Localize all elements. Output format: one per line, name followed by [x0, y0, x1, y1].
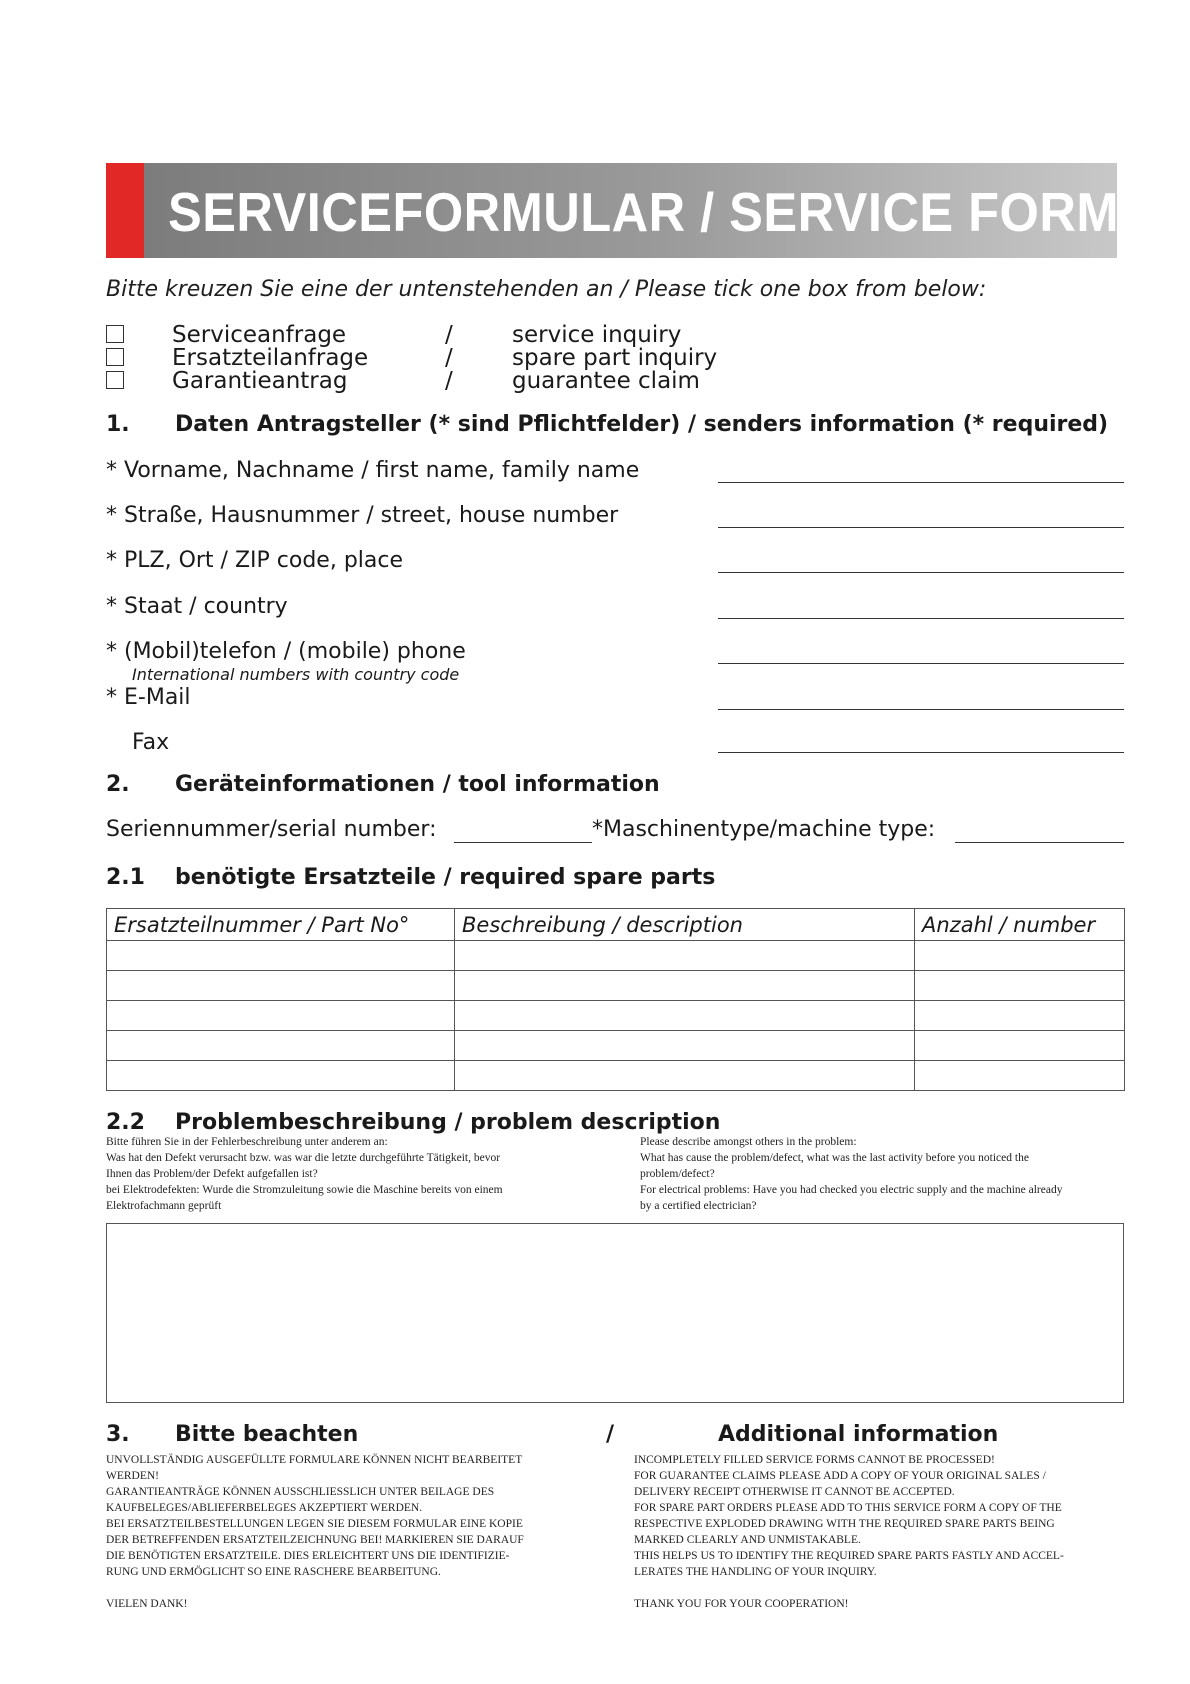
table-row — [107, 1061, 1125, 1091]
column-header: Anzahl / number — [915, 909, 1125, 941]
option-label-en: service inquiry — [512, 322, 682, 348]
part-number-cell[interactable] — [107, 1001, 455, 1031]
section-title-separator: / — [606, 1422, 615, 1447]
description-cell[interactable] — [455, 1001, 915, 1031]
note-line: BEI ERSATZTEILBESTELLUNGEN LEGEN SIE DIESEM FORMULAR EINE KOPIE — [106, 1518, 523, 1530]
table-row — [107, 1031, 1125, 1061]
zip-field[interactable] — [718, 572, 1124, 573]
option-label-en: spare part inquiry — [512, 345, 718, 371]
label-serial-number: Seriennummer/serial number: — [106, 817, 437, 842]
table-row — [107, 971, 1125, 1001]
note-line: KAUFBELEGES/ABLIEFERBELEGES AKZEPTIERT WERDEN. — [106, 1502, 423, 1514]
part-number-cell[interactable] — [107, 971, 455, 1001]
section-title-senders: Daten Antragsteller (* sind Pflichtfelder) / senders information (* required) — [175, 412, 1109, 437]
name-field[interactable] — [718, 482, 1124, 483]
instruction-line: For electrical problems: Have you had checked you electric supply and the machine already — [640, 1184, 1063, 1196]
description-cell[interactable] — [455, 1061, 915, 1091]
instruction-line: Please describe amongst others in the problem: — [640, 1136, 857, 1148]
label-name: * Vorname, Nachname / first name, family name — [106, 458, 640, 483]
note-line: THIS HELPS US TO IDENTIFY THE REQUIRED SPARE PARTS FASTLY AND ACCEL- — [634, 1550, 1064, 1562]
section-number: 2.1 — [106, 865, 145, 890]
instruction-line: Bitte führen Sie in der Fehlerbeschreibung unter anderem an: — [106, 1136, 388, 1148]
machine-type-field[interactable] — [955, 842, 1124, 843]
quantity-cell[interactable] — [915, 941, 1125, 971]
instruction-line: bei Elektrodefekten: Wurde die Stromzuleitung sowie die Maschine bereits von einem — [106, 1184, 503, 1196]
option-label-de: Serviceanfrage — [172, 322, 347, 348]
instruction-line: problem/defect? — [640, 1168, 715, 1180]
label-street: * Straße, Hausnummer / street, house number — [106, 503, 619, 528]
quantity-cell[interactable] — [915, 1031, 1125, 1061]
option-separator: / — [445, 368, 453, 394]
table-header-row — [107, 909, 1125, 941]
notes-text-en — [634, 1452, 1064, 1580]
section-number: 2. — [106, 772, 130, 797]
part-number-cell[interactable] — [107, 1061, 455, 1091]
note-line: LERATES THE HANDLING OF YOUR INQUIRY. — [634, 1566, 877, 1578]
note-line: DELIVERY RECEIPT OTHERWISE IT CANNOT BE ACCEPTED. — [634, 1486, 955, 1498]
problem-description-textarea[interactable] — [106, 1223, 1124, 1403]
page-title: SERVICEFORMULAR / SERVICE FORM — [168, 181, 1119, 243]
part-number-cell[interactable] — [107, 1031, 455, 1061]
note-line: GARANTIEANTRÄGE KÖNNEN AUSSCHLIESSLICH UNTER BEILAGE DES — [106, 1486, 495, 1498]
label-email: * E-Mail — [106, 685, 191, 710]
label-fax: Fax — [132, 730, 170, 755]
instruction-line: Ihnen das Problem/der Defekt aufgefallen ist? — [106, 1168, 318, 1180]
option-label-en: guarantee claim — [512, 368, 700, 394]
note-line: MARKED CLEARLY AND UNMISTAKABLE. — [634, 1534, 861, 1546]
spare-parts-table — [106, 908, 1125, 1091]
phone-field[interactable] — [718, 663, 1124, 664]
description-cell[interactable] — [455, 971, 915, 1001]
email-field[interactable] — [718, 709, 1124, 710]
section-number: 2.2 — [106, 1110, 145, 1135]
instruction-line: What has cause the problem/defect, what was the last activity before you noticed the — [640, 1152, 1029, 1164]
instruction-line: Was hat den Defekt verursacht bzw. was war die letzte durchgeführte Tätigkeit, bevor — [106, 1152, 501, 1164]
instruction-text: Bitte kreuzen Sie eine der untenstehenden an / Please tick one box from below: — [106, 277, 987, 302]
fax-field[interactable] — [718, 752, 1124, 753]
column-header: Ersatzteilnummer / Part No° — [107, 909, 455, 941]
section-title-notes-de: Bitte beachten — [175, 1422, 359, 1447]
note-line: FOR SPARE PART ORDERS PLEASE ADD TO THIS SERVICE FORM A COPY OF THE — [634, 1502, 1062, 1514]
description-cell[interactable] — [455, 1031, 915, 1061]
label-phone: * (Mobil)telefon / (mobile) phone — [106, 639, 466, 664]
quantity-cell[interactable] — [915, 971, 1125, 1001]
section-title-notes-en: Additional information — [718, 1422, 999, 1447]
section-number: 1. — [106, 412, 130, 437]
quantity-cell[interactable] — [915, 1061, 1125, 1091]
option-separator: / — [445, 322, 453, 348]
thanks-en: THANK YOU FOR YOUR COOPERATION! — [634, 1598, 849, 1610]
note-line: RESPECTIVE EXPLODED DRAWING WITH THE REQUIRED SPARE PARTS BEING — [634, 1518, 1055, 1530]
option-label-de: Ersatzteilanfrage — [172, 345, 369, 371]
note-line: UNVOLLSTÄNDIG AUSGEFÜLLTE FORMULARE KÖNNEN NICHT BEARBEITET — [106, 1454, 523, 1466]
note-line: INCOMPLETELY FILLED SERVICE FORMS CANNOT BE PROCESSED! — [634, 1454, 995, 1466]
section-title-tool: Geräteinformationen / tool information — [175, 772, 660, 797]
option-label-de: Garantieantrag — [172, 368, 348, 394]
section-title-problem: Problembeschreibung / problem description — [175, 1110, 721, 1135]
header-accent-bar — [106, 163, 144, 258]
problem-instructions-en — [640, 1134, 1062, 1214]
problem-instructions-de — [106, 1134, 503, 1214]
description-cell[interactable] — [455, 941, 915, 971]
instruction-line: by a certified electrician? — [640, 1200, 757, 1212]
section-title-spare-parts: benötigte Ersatzteile / required spare parts — [175, 865, 716, 890]
instruction-line: Elektrofachmann geprüft — [106, 1200, 222, 1212]
note-line: RUNG UND ERMÖGLICHT SO EINE RASCHERE BEARBEITUNG. — [106, 1566, 441, 1578]
checkbox-guarantee-claim[interactable] — [106, 371, 124, 389]
checkbox-service-inquiry[interactable] — [106, 325, 124, 343]
part-number-cell[interactable] — [107, 941, 455, 971]
table-row — [107, 941, 1125, 971]
note-line: DIE BENÖTIGTEN ERSATZTEILE. DIES ERLEICHTERT UNS DIE IDENTIFIZIE- — [106, 1550, 510, 1562]
thanks-de: VIELEN DANK! — [106, 1598, 188, 1610]
section-number: 3. — [106, 1422, 130, 1447]
label-zip: * PLZ, Ort / ZIP code, place — [106, 548, 404, 573]
note-line: FOR GUARANTEE CLAIMS PLEASE ADD A COPY OF YOUR ORIGINAL SALES / — [634, 1470, 1046, 1482]
note-line: WERDEN! — [106, 1470, 160, 1482]
serial-number-field[interactable] — [454, 842, 592, 843]
column-header: Beschreibung / description — [455, 909, 915, 941]
street-field[interactable] — [718, 527, 1124, 528]
label-machine-type: *Maschinentype/machine type: — [592, 817, 936, 842]
table-row — [107, 1001, 1125, 1031]
label-country: * Staat / country — [106, 594, 288, 619]
phone-hint: International numbers with country code — [132, 665, 460, 684]
notes-text-de — [106, 1452, 524, 1580]
option-separator: / — [445, 345, 453, 371]
quantity-cell[interactable] — [915, 1001, 1125, 1031]
checkbox-spare-part-inquiry[interactable] — [106, 348, 124, 366]
note-line: DER BETREFFENDEN ERSATZTEILZEICHNUNG BEI! MARKIEREN SIE DARAUF — [106, 1534, 524, 1546]
country-field[interactable] — [718, 618, 1124, 619]
